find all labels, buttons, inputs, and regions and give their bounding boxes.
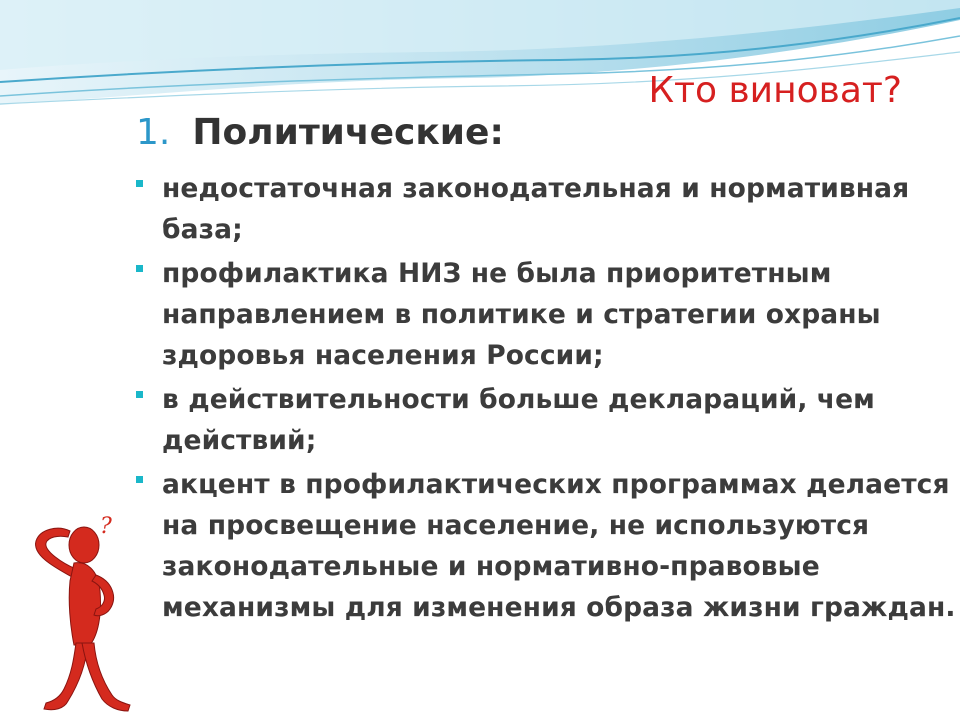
bullet-item (136, 253, 956, 376)
square-bullet-icon (136, 476, 143, 483)
bullet-item (136, 464, 956, 628)
square-bullet-icon (136, 265, 143, 272)
bullet-list (136, 168, 956, 631)
bullet-item (136, 168, 956, 250)
section-number: 1. (136, 112, 171, 153)
bullet-item (136, 379, 956, 461)
slide-title: Кто виноват? (648, 70, 902, 111)
section-heading (136, 112, 504, 153)
figure-question-mark: ? (100, 514, 112, 539)
bullet-text: недостаточная законодательная и нормативная база; (162, 173, 910, 245)
square-bullet-icon (136, 391, 143, 398)
square-bullet-icon (136, 180, 143, 187)
thinking-person-icon (14, 505, 134, 720)
bullet-text: в действительности больше деклараций, чем действий; (162, 384, 875, 456)
section-heading-label: Политические: (192, 112, 504, 153)
bullet-text: акцент в профилактических программах делается на просвещение население, не используются законодательные и нормативно-правовые механизмы для изменения образа жизни граждан. (162, 469, 956, 623)
bullet-text: профилактика НИЗ не была приоритетным направлением в политике и стратегии охраны здоровья населения России; (162, 258, 881, 371)
